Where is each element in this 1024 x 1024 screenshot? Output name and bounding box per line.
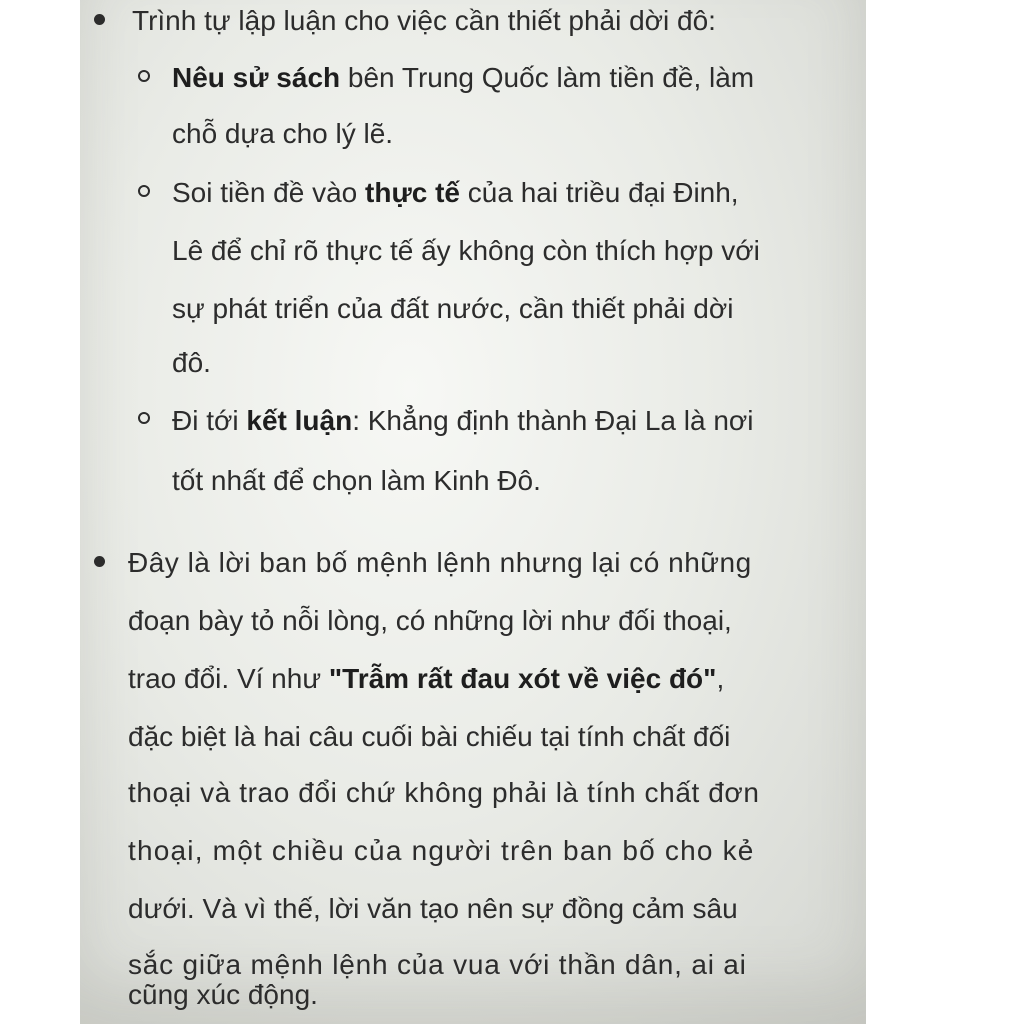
text-line <box>128 534 752 591</box>
text-span: Đây là lời ban bố mệnh lệnh nhưng lại có những <box>128 547 752 578</box>
bullet-disc <box>94 556 105 567</box>
bullet-circle <box>138 70 150 82</box>
bold-quote: "Trẫm rất đau xót về việc đó" <box>328 663 717 694</box>
text-line <box>128 650 724 707</box>
text-line <box>128 880 738 937</box>
document-photo <box>80 0 866 1024</box>
text-span: bên Trung Quốc làm tiền đề, làm <box>340 62 755 93</box>
text-span: , <box>716 663 725 694</box>
text-line <box>172 280 866 337</box>
text-span: chỗ dựa cho lý lẽ. <box>172 118 394 149</box>
text-line <box>172 49 866 106</box>
bullet-circle <box>138 412 150 424</box>
text-span: của hai triều đại Đinh, <box>459 177 739 208</box>
bold-phrase: kết luận <box>246 405 353 436</box>
text-span: thoại và trao đổi chứ không phải là tính chất đơn <box>128 777 760 808</box>
bold-phrase: thực tế <box>365 177 460 208</box>
text-span: sắc giữa mệnh lệnh của vua với thần dân, ai ai <box>128 949 747 980</box>
text-span: : Khẳng định thành Đại La là nơi <box>352 405 754 436</box>
text-span: thoại, một chiều của người trên ban bố cho kẻ <box>128 835 755 866</box>
text-line <box>172 222 866 279</box>
text-span: Soi tiền đề vào <box>172 177 366 208</box>
text-span: sự phát triển của đất nước, cần thiết phải dời <box>172 293 734 324</box>
text-span: Đi tới <box>172 405 247 436</box>
bullet-circle <box>138 185 150 197</box>
text-line <box>172 105 393 162</box>
text-span: đô. <box>172 347 211 378</box>
text-span: đoạn bày tỏ nỗi lòng, có những lời như đối thoại, <box>128 605 732 636</box>
list-item-text: Trình tự lập luận cho việc cần thiết phải dời đô: <box>132 5 716 36</box>
text-line <box>172 334 211 391</box>
text-line <box>128 708 730 765</box>
text-line <box>172 164 866 221</box>
text-span: trao đổi. Ví như <box>128 663 329 694</box>
text-span: tốt nhất để chọn làm Kinh Đô. <box>172 465 541 496</box>
text-line <box>128 966 318 1023</box>
text-line <box>172 392 866 449</box>
bullet-disc <box>94 14 105 25</box>
text-line <box>128 764 760 821</box>
text-line <box>128 592 732 649</box>
text-span: dưới. Và vì thế, lời văn tạo nên sự đồng cảm sâu <box>128 893 738 924</box>
text-line <box>172 452 541 509</box>
bold-phrase: Nêu sử sách <box>172 62 341 93</box>
text-span: cũng xúc động. <box>128 979 318 1010</box>
text-line <box>132 0 866 49</box>
text-line <box>128 822 755 879</box>
text-span: đặc biệt là hai câu cuối bài chiếu tại tính chất đối <box>128 721 731 752</box>
text-span: Lê để chỉ rõ thực tế ấy không còn thích hợp với <box>172 235 760 266</box>
